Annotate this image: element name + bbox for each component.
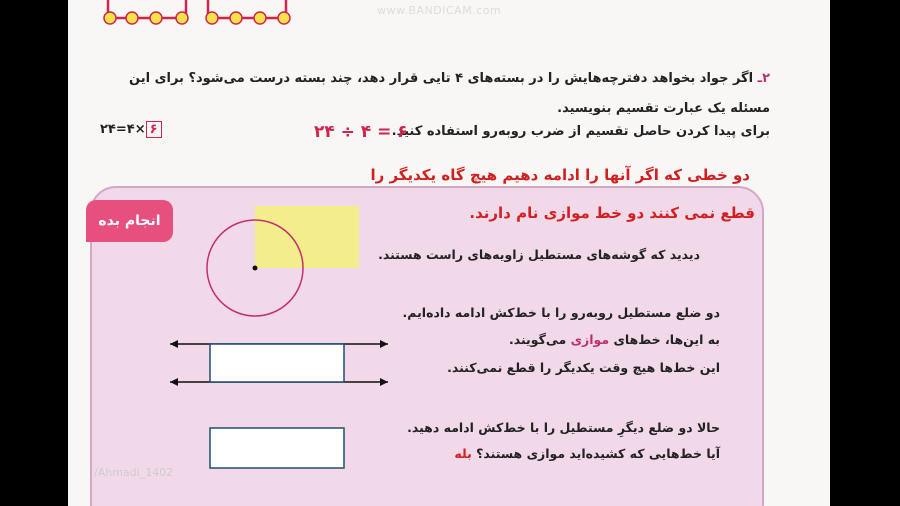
handwritten-note-line2: قطع نمی کنند دو خط موازی نام دارند. — [469, 204, 755, 222]
watermark-url: www.BANDICAM.com — [377, 4, 502, 17]
parallel-lines-icon — [170, 340, 388, 386]
p2-line2-start: به این‌ها، خط‌های — [613, 332, 720, 347]
mini-eq-answer: ۶ — [146, 121, 162, 138]
activity-tab: انجام بده — [86, 200, 173, 242]
activity-p2-line1: دو ضلع مستطیل روبه‌رو را با خط‌کش ادامه داده‌ایم. — [402, 305, 720, 320]
bandicam-watermark — [377, 4, 501, 17]
handwritten-note-line1: دو خطی که اگر آنها را ادامه دهیم هیچ گاه یکدیگر را — [370, 166, 750, 184]
circle-center-dot — [253, 266, 258, 271]
rectangle-icon — [210, 428, 344, 468]
activity-p1: دیدید که گوشه‌های مستطیل زاویه‌های راست هستند. — [378, 247, 700, 262]
question-text: اگر جواد بخواهد دفترچه‌هایش را در بسته‌های ۴ تایی قرار دهد، چند بسته درست می‌شود؟ برای این مسئله یک عبارت تقسیم بنویسید. — [129, 71, 770, 116]
textbook-page — [68, 0, 830, 506]
parallel-word: موازی — [570, 332, 610, 347]
division-equation: ۲۴ ÷ ۴ = ۶ — [314, 122, 408, 142]
activity-p3-line2 — [454, 446, 720, 461]
mini-eq-prefix: ۲۴=۴× — [100, 122, 146, 137]
activity-p2-line3: این خط‌ها هیچ وقت یکدیگر را قطع نمی‌کنند. — [447, 360, 720, 375]
activity-p3-line1: حالا دو ضلع دیگرِ مستطیل را با خط‌کش ادامه دهید. — [407, 420, 720, 435]
activity-p2-line2 — [509, 332, 720, 347]
question-hint: برای پیدا کردن حاصل تقسیم از ضرب روبه‌رو استفاده کنید. — [391, 124, 770, 139]
p3-question: آیا خط‌هایی که کشیده‌اید موازی هستند؟ — [476, 446, 720, 461]
user-tag: /Ahmadi_1402 — [94, 466, 174, 479]
p3-answer: بله — [454, 446, 472, 461]
question-number: ۲ـ — [757, 71, 770, 86]
highlight-rectangle — [255, 206, 359, 268]
p2-line2-end: می‌گویند. — [508, 332, 567, 347]
